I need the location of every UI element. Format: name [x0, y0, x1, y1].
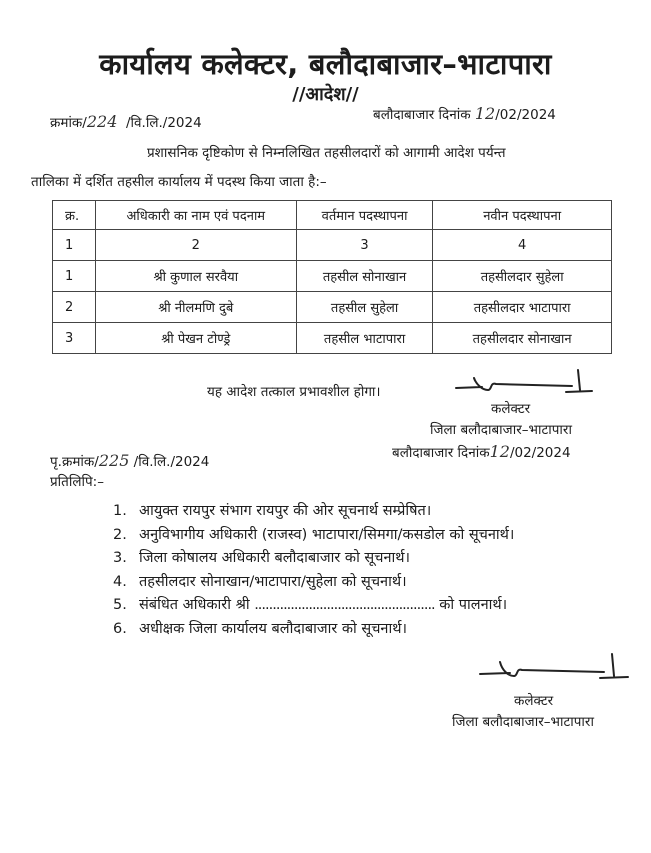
signature-1-district: जिला बलौदाबाजार–भाटापारा [430, 422, 572, 438]
posting-table [52, 200, 612, 354]
table-cell: 4 [433, 230, 612, 261]
date-day-handwritten: 12 [489, 442, 510, 461]
date-month-year: /02/2024 [509, 445, 571, 461]
copy-label: प्रतिलिपि:– [50, 474, 104, 490]
table-cell: 1 [53, 230, 96, 261]
office-title: कार्यालय कलेक्टर, बलौदाबाजार–भाटापारा [99, 47, 552, 81]
list-item: 4. तहसीलदार सोनाखान/भाटापारा/सुहेला को सूचनार्थ। [113, 573, 407, 590]
ref2-number-handwritten: 225 [98, 451, 130, 470]
list-item: 5. संबंधित अधिकारी श्री .................................................. को पालनार्थ। [113, 597, 508, 613]
signature-1-designation: कलेक्टर [491, 401, 531, 417]
col-header-officer: अधिकारी का नाम एवं पदनाम [95, 201, 296, 230]
table-cell: तहसीलदार सोनाखान [433, 323, 612, 354]
table-cell: श्री पेखन टोण्ड्रे [95, 323, 296, 354]
signature-2-district: जिला बलौदाबाजार–भाटापारा [452, 714, 594, 730]
table-cell: तहसीलदार सुहेला [433, 261, 612, 292]
list-item: 6. अधीक्षक जिला कार्यालय बलौदाबाजार को सूचनार्थ। [113, 620, 407, 637]
table-cell: श्री कुणाल सरवैया [95, 261, 296, 292]
table-index-row [53, 230, 612, 261]
blank-dotted-line: .................................................. [254, 597, 435, 613]
endorsement-reference-number [50, 451, 209, 470]
ref2-suffix: /वि.लि./2024 [133, 454, 210, 470]
table-row [53, 261, 612, 292]
table-cell: 2 [95, 230, 296, 261]
ref-number-handwritten: 224 [86, 112, 118, 131]
table-cell: तहसील भाटापारा [296, 323, 432, 354]
copy-distribution-list [113, 500, 514, 641]
table-cell: 3 [296, 230, 432, 261]
table-cell: तहसील सुहेला [296, 292, 432, 323]
order-reference-number [50, 112, 202, 131]
signature-2-designation: कलेक्टर [514, 693, 554, 709]
effect-statement: यह आदेश तत्काल प्रभावशील होगा। [207, 384, 381, 400]
col-header-new-posting: नवीन पदस्थापना [433, 201, 612, 230]
list-item: 3. जिला कोषालय अधिकारी बलौदाबाजार को सूचनार्थ। [113, 550, 411, 566]
table-cell: 2 [53, 292, 96, 323]
list-item: 1. आयुक्त रायपुर संभाग रायपुर की ओर सूचनार्थ सम्प्रेषित। [113, 503, 432, 519]
collector-signature-2 [476, 650, 636, 686]
table-cell: तहसील सोनाखान [296, 261, 432, 292]
order-date [373, 104, 556, 123]
table-cell: तहसीलदार भाटापारा [433, 292, 612, 323]
table-row [53, 292, 612, 323]
endorsement-date [392, 442, 571, 461]
ref2-prefix: पृ.क्रमांक/ [50, 454, 99, 470]
order-label: //आदेश// [292, 84, 359, 105]
col-header-serial: क्र. [53, 201, 96, 230]
ref-suffix: /वि.लि./2024 [126, 115, 202, 131]
table-header-row [53, 201, 612, 230]
order-body-line-2: तालिका में दर्शित तहसील कार्यालय में पदस्थ किया जाता है:– [31, 174, 327, 190]
date-month-year: /02/2024 [495, 107, 556, 123]
ref-prefix: क्रमांक/ [50, 115, 87, 131]
table-cell: 1 [53, 261, 96, 292]
order-body-line-1: प्रशासनिक दृष्टिकोण से निम्नलिखित तहसीलदारों को आगामी आदेश पर्यन्त [147, 145, 506, 161]
collector-signature-1 [452, 366, 602, 400]
col-header-current-posting: वर्तमान पदस्थापना [296, 201, 432, 230]
table-row [53, 323, 612, 354]
place-date-label: बलौदाबाजार दिनांक [373, 107, 471, 123]
list-item: 2. अनुविभागीय अधिकारी (राजस्व) भाटापारा/सिमगा/कसडोल को सूचनार्थ। [113, 526, 515, 543]
table-cell: 3 [53, 323, 96, 354]
table-cell: श्री नीलमणि दुबे [95, 292, 296, 323]
place-date-label: बलौदाबाजार दिनांक [392, 445, 490, 461]
date-day-handwritten: 12 [474, 104, 496, 123]
